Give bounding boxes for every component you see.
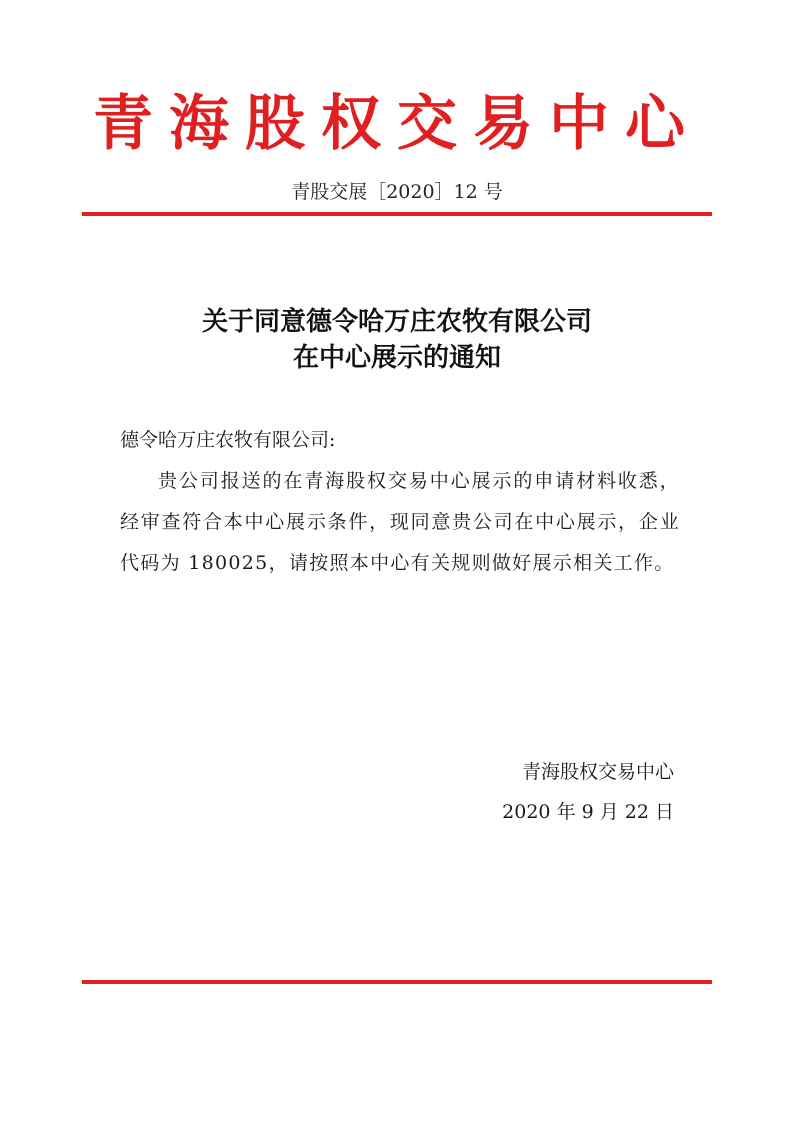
header-red-divider [82, 212, 712, 216]
title-line-2: 在中心展示的通知 [292, 343, 501, 373]
body-paragraph: 贵公司报送的在青海股权交易中心展示的申请材料收悉，经审查符合本中心展示条件，现同意贵公司在中心展示，企业代码为 180025，请按照本中心有关规则做好展示相关工作。 [120, 470, 680, 574]
issue-date: 2020 年 9 月 22 日 [502, 801, 674, 823]
document-number: 青股交展［2020］12 号 [291, 181, 503, 203]
document-body [120, 420, 680, 584]
issuer-name: 青海股权交易中心 [521, 761, 674, 783]
salutation: 德令哈万庄农牧有限公司: [120, 429, 336, 451]
title-line-1: 关于同意德令哈万庄农牧有限公司 [201, 307, 592, 337]
masthead-org-name: 青海股权交易中心 [93, 89, 701, 159]
document-title [0, 304, 794, 376]
footer-red-divider [82, 980, 712, 984]
signature-block [502, 752, 674, 832]
